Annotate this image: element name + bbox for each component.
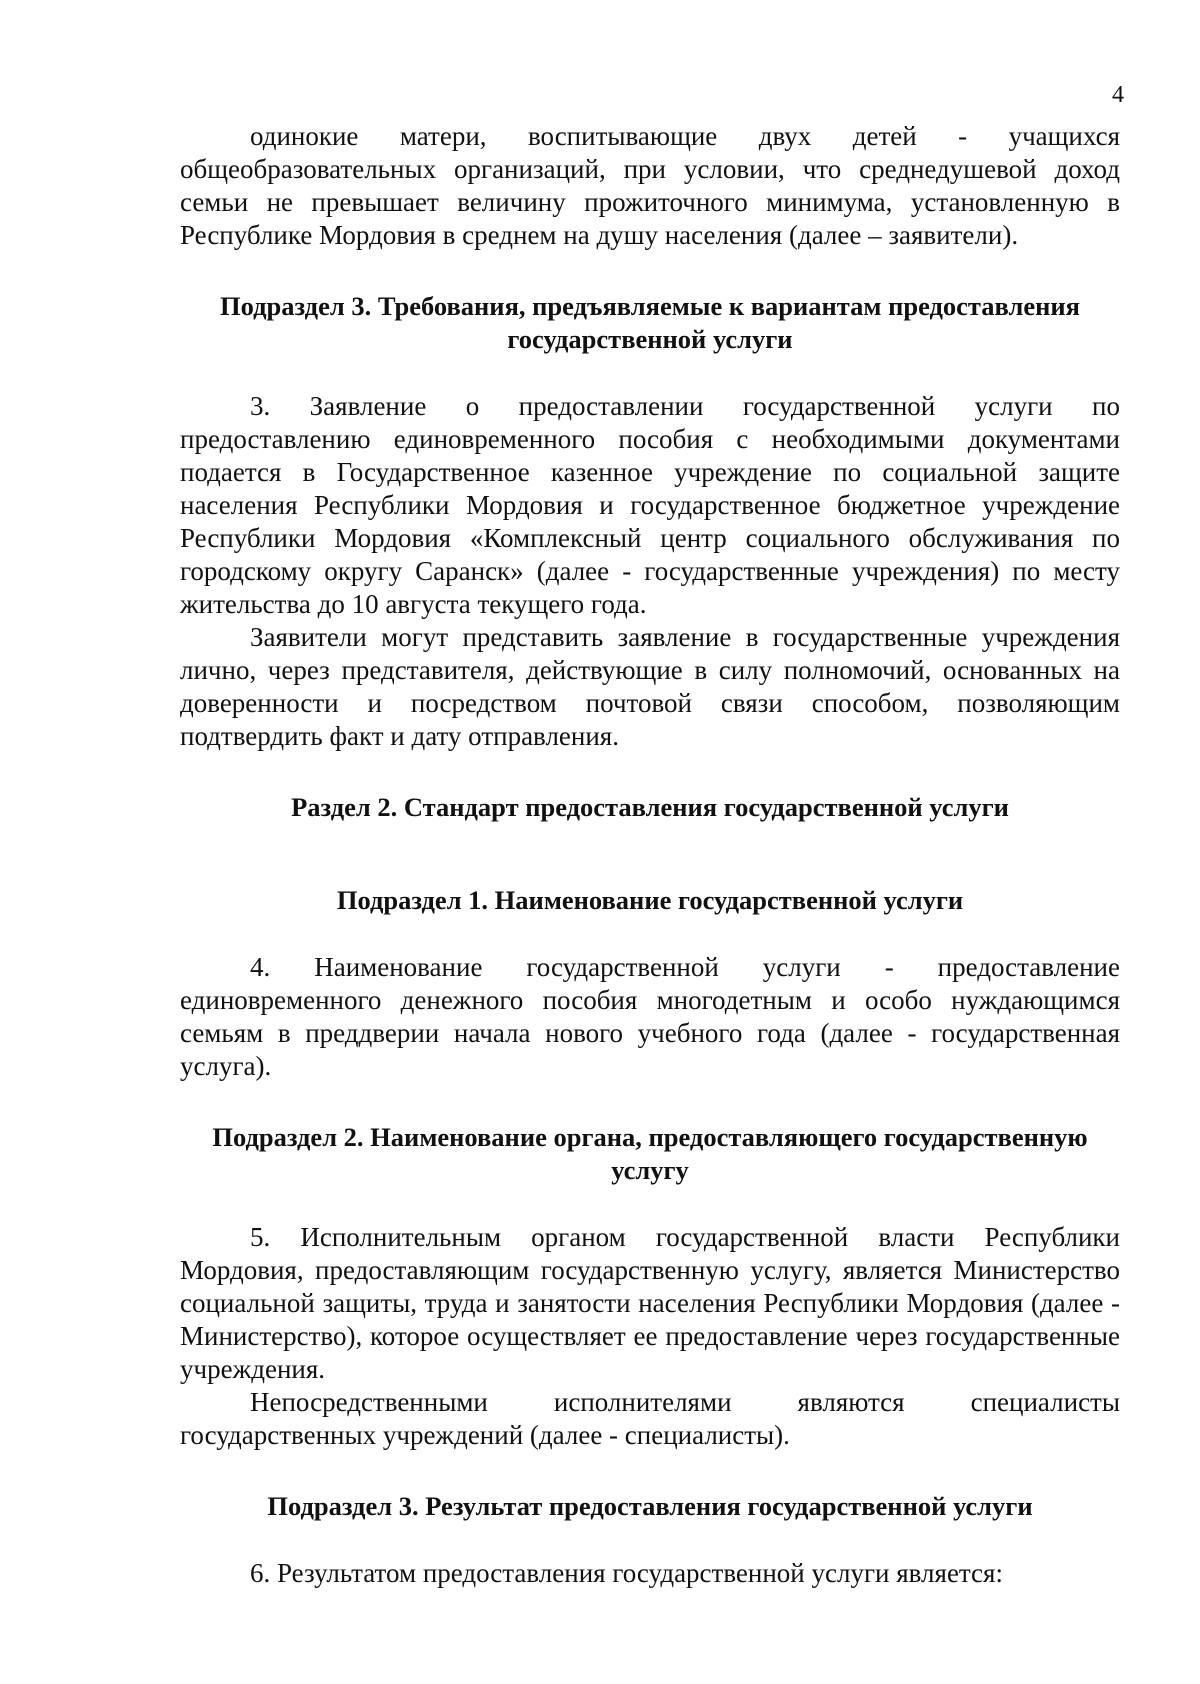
heading-subsection-2-body: Подраздел 2. Наименование органа, предоставляющего государственную услугу — [212, 1122, 1088, 1185]
paragraph-item-5-continued: Непосредственными исполнителями являются специалисты государственных учреждений (далее - специалисты). — [180, 1387, 1120, 1450]
heading-subsection-1-name: Подраздел 1. Наименование государственной услуги — [336, 885, 964, 915]
heading-subsection-3-result: Подраздел 3. Результат предоставления государственной услуги — [267, 1491, 1033, 1521]
paragraph-item-4: 4. Наименование государственной услуги - предоставление единовременного денежного пособия многодетным и особо нуждающимся семьям в преддверии начала нового учебного года (далее - государственная услуга). — [180, 952, 1120, 1081]
paragraph-item-3-continued: Заявители могут представить заявление в государственные учреждения лично, через представителя, действующие в силу полномочий, основанных на доверенности и посредством почтовой связи способом, позволяющим подтвердить факт и дату отправления. — [180, 622, 1120, 751]
heading-subsection-3-requirements: Подраздел 3. Требования, предъявляемые к вариантам предоставления государственной услуги — [220, 291, 1080, 354]
paragraph-item-3: 3. Заявление о предоставлении государственной услуги по предоставлению единовременного пособия с необходимыми документами подается в Государственное казенное учреждение по социальной защите населения Республики Мордовия и государственное бюджетное учреждение Республики Мордовия «Комплексный центр социального обслуживания по городскому округу Саранск» (далее - государственные учреждения) по месту жительства до 10 августа текущего года. — [180, 391, 1120, 619]
paragraph-single-mothers: одинокие матери, воспитывающие двух детей - учащихся общеобразовательных организаций, при условии, что среднедушевой доход семьи не превышает величину прожиточного минимума, установленную в Республике Мордовия в среднем на душу населения (далее – заявители). — [180, 121, 1120, 250]
paragraph-item-5: 5. Исполнительным органом государственной власти Республики Мордовия, предоставляющим государственную услугу, является Министерство социальной защиты, труда и занятости населения Республики Мордовия (далее - Министерство), которое осуществляет ее предоставление через государственные учреждения. — [180, 1222, 1120, 1384]
heading-section-2-standard: Раздел 2. Стандарт предоставления государственной услуги — [291, 792, 1009, 822]
page-number: 4 — [1112, 82, 1124, 108]
document-body — [180, 120, 1120, 1590]
paragraph-item-6: 6. Результатом предоставления государственной услуги является: — [250, 1558, 1003, 1588]
